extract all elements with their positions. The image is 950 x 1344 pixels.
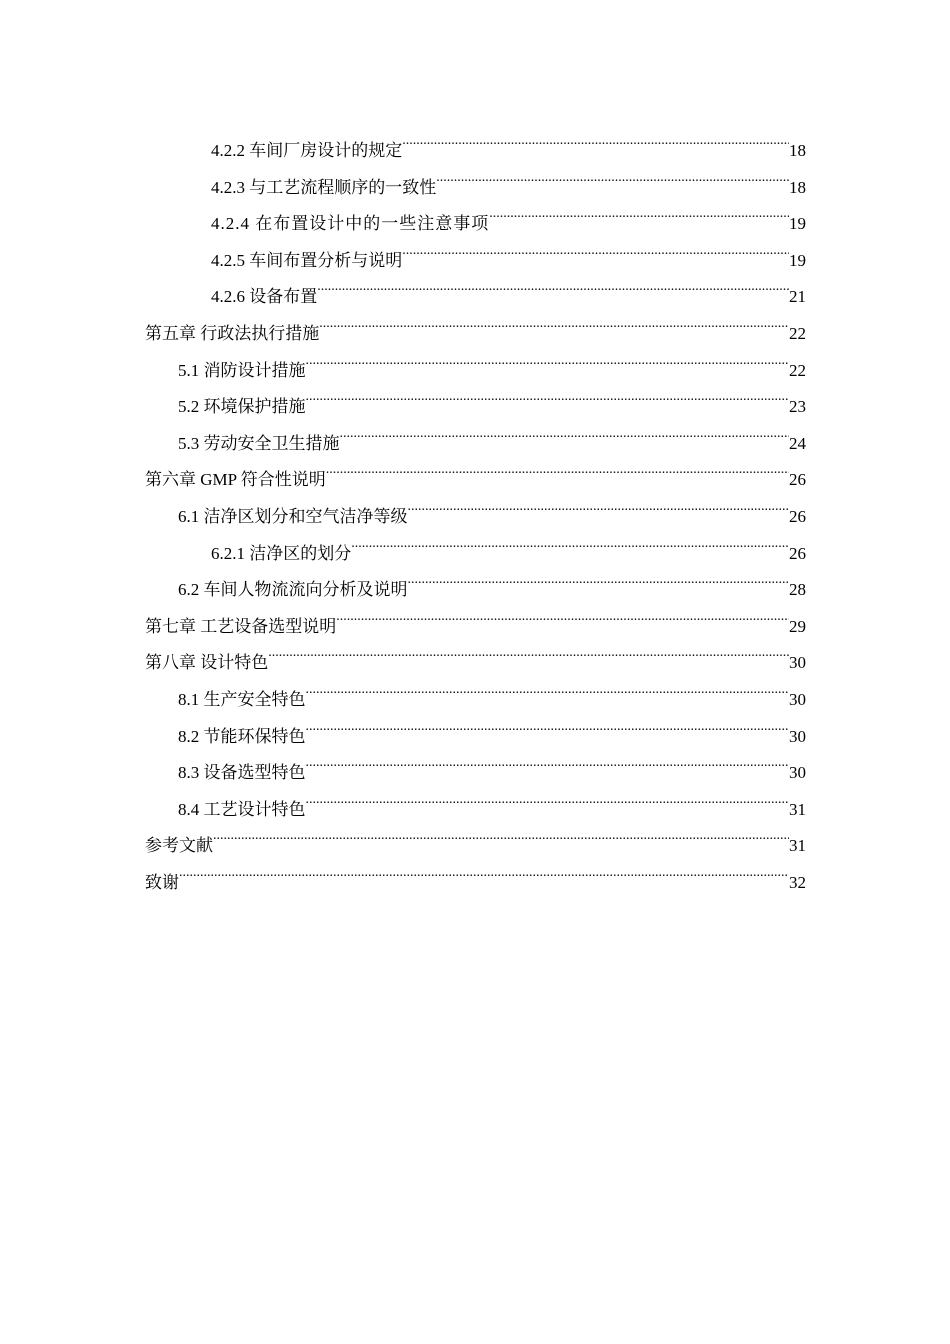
toc-dot-leader xyxy=(179,852,789,888)
toc-entry-title: 致谢 xyxy=(145,873,179,892)
toc-entry-title: 4.2.2 车间厂房设计的规定 xyxy=(211,141,403,160)
toc-dot-leader xyxy=(336,596,789,632)
toc-entry[interactable] xyxy=(178,706,806,746)
toc-dot-leader xyxy=(213,815,789,851)
toc-entry[interactable] xyxy=(211,120,806,160)
toc-entry-title: 8.1 生产安全特色 xyxy=(178,690,306,709)
toc-dot-leader xyxy=(319,303,789,339)
toc-dot-leader xyxy=(306,706,790,742)
toc-entry[interactable] xyxy=(145,303,806,343)
toc-entry[interactable] xyxy=(211,266,806,307)
toc-page-number: 31 xyxy=(789,836,806,856)
toc-dot-leader xyxy=(489,193,789,229)
toc-entry[interactable] xyxy=(211,523,806,563)
toc-entry[interactable] xyxy=(178,742,806,783)
toc-dot-leader xyxy=(326,449,789,485)
toc-entry[interactable] xyxy=(211,193,806,234)
toc-page-number: 22 xyxy=(789,324,806,343)
toc-entry[interactable] xyxy=(145,815,806,856)
toc-dot-leader xyxy=(306,669,790,705)
toc-entry-title: 4.2.4 在布置设计中的一些注意事项 xyxy=(211,214,490,234)
toc-page-number: 31 xyxy=(789,799,806,819)
toc-dot-leader xyxy=(306,742,790,778)
toc-entry-title: 5.2 环境保护措施 xyxy=(178,397,306,417)
toc-page-number: 26 xyxy=(789,507,806,526)
toc-dot-leader xyxy=(408,486,790,522)
toc-dot-leader xyxy=(351,523,789,559)
toc-page-number: 19 xyxy=(789,250,806,270)
toc-entry-title: 第七章 工艺设备选型说明 xyxy=(145,616,337,636)
toc-dot-leader xyxy=(408,559,790,595)
toc-entry-title: 第五章 行政法执行措施 xyxy=(145,324,320,343)
toc-dot-leader xyxy=(436,157,789,193)
toc-entry[interactable] xyxy=(178,340,806,380)
toc-dot-leader xyxy=(306,779,790,815)
toc-entry-title: 6.2.1 洁净区的划分 xyxy=(211,543,352,563)
toc-entry[interactable] xyxy=(145,449,806,490)
toc-entry-title: 4.2.3 与工艺流程顺序的一致性 xyxy=(211,177,437,197)
toc-page-number: 23 xyxy=(789,397,806,417)
toc-entry-title: 6.2 车间人物流流向分析及说明 xyxy=(178,580,408,600)
toc-page-number: 29 xyxy=(789,616,806,636)
toc-page-number: 18 xyxy=(789,141,806,160)
toc-page-number: 22 xyxy=(789,360,806,380)
toc-entry[interactable] xyxy=(145,632,806,673)
toc-entry-title: 8.4 工艺设计特色 xyxy=(178,799,306,819)
toc-page-number: 26 xyxy=(789,470,806,490)
toc-entry-title: 8.3 设备选型特色 xyxy=(178,763,306,783)
toc-entry[interactable] xyxy=(178,486,806,526)
toc-entry[interactable] xyxy=(211,230,806,270)
toc-dot-leader xyxy=(306,376,790,412)
toc-entry[interactable] xyxy=(211,157,806,197)
toc-page-number: 30 xyxy=(789,690,806,709)
toc-entry-title: 8.2 节能环保特色 xyxy=(178,726,306,746)
toc-page-number: 28 xyxy=(789,580,806,600)
toc-entry-title: 6.1 洁净区划分和空气洁净等级 xyxy=(178,507,408,526)
toc-dot-leader xyxy=(340,413,790,449)
toc-entry-title: 参考文献 xyxy=(145,836,213,856)
toc-page-number: 30 xyxy=(789,763,806,783)
toc-page-number: 32 xyxy=(789,873,806,892)
toc-dot-leader xyxy=(317,266,789,302)
toc-entry-title: 5.1 消防设计措施 xyxy=(178,360,306,380)
toc-entry-title: 5.3 劳动安全卫生措施 xyxy=(178,433,340,453)
toc-dot-leader xyxy=(402,120,789,156)
toc-entry[interactable] xyxy=(145,852,806,892)
toc-entry-title: 4.2.6 设备布置 xyxy=(211,287,318,307)
toc-entry[interactable] xyxy=(178,376,806,417)
toc-entry[interactable] xyxy=(178,559,806,600)
toc-dot-leader xyxy=(306,340,790,376)
toc-page-number: 21 xyxy=(789,287,806,307)
toc-page-number: 26 xyxy=(789,543,806,563)
toc-page-number: 30 xyxy=(789,726,806,746)
toc-page-number: 24 xyxy=(789,433,806,453)
toc-page-number: 30 xyxy=(789,653,806,673)
toc-entry[interactable] xyxy=(178,413,806,453)
toc-entry-title: 第八章 设计特色 xyxy=(145,653,269,673)
toc-entry[interactable] xyxy=(145,596,806,636)
toc-dot-leader xyxy=(268,632,789,668)
toc-entry-title: 第六章 GMP 符合性说明 xyxy=(145,470,326,490)
toc-dot-leader xyxy=(402,230,789,266)
toc-page-number: 19 xyxy=(789,214,806,234)
toc-entry[interactable] xyxy=(178,779,806,819)
toc-page-number: 18 xyxy=(789,177,806,197)
toc-entry-title: 4.2.5 车间布置分析与说明 xyxy=(211,250,403,270)
toc-entry[interactable] xyxy=(178,669,806,709)
